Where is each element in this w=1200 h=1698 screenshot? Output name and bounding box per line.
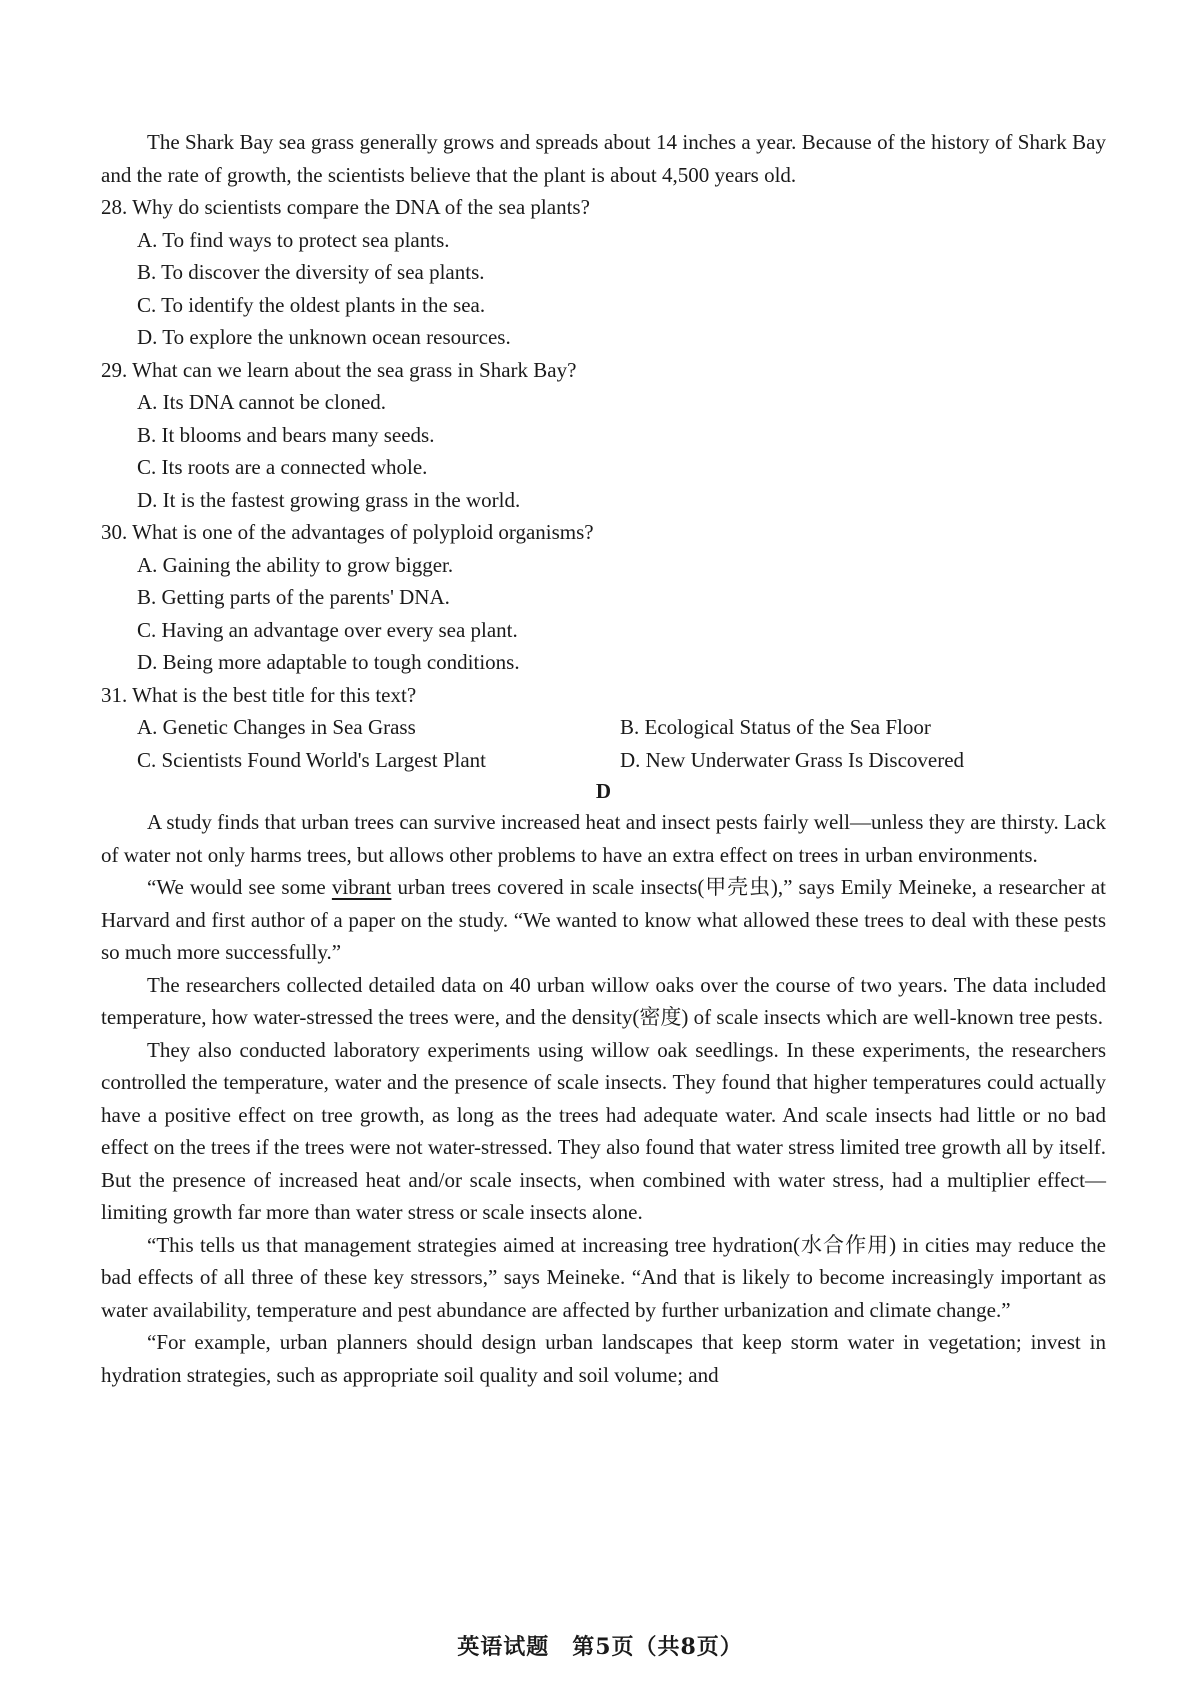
option-c: C. Having an advantage over every sea plant. — [137, 617, 518, 642]
option-list — [101, 549, 1106, 679]
option-a: A. Genetic Changes in Sea Grass — [137, 715, 416, 739]
option-b: B. Ecological Status of the Sea Floor — [620, 715, 931, 739]
option-c: C. Scientists Found World's Largest Plant — [137, 747, 486, 772]
question-30 — [101, 516, 1106, 679]
question-29 — [101, 354, 1106, 517]
section-d-paragraph-1: A study finds that urban trees can survive increased heat and insect pests fairly well—unless they are thirsty. Lack of water not only harms trees, but allows other problems to have an extra effect on trees in urban environments. — [101, 810, 1106, 867]
question-stem: 28. Why do scientists compare the DNA of the sea plants? — [101, 195, 590, 219]
passage-c-final-paragraph: The Shark Bay sea grass generally grows and spreads about 14 inches a year. Because of the history of Shark Bay and the rate of growth, the scientists believe that the plant is about 4,500 years old. — [101, 130, 1106, 187]
paragraph-text: “We would see some — [147, 875, 332, 899]
option-d: D. Being more adaptable to tough conditions. — [137, 650, 520, 674]
section-d-paragraph-5: “This tells us that management strategies aimed at increasing tree hydration(水合作用) in cities may reduce the bad effects of all three of these key stressors,” says Meineke. “And that is likely to become increasingly important as water availability, temperature and pest abundance are affected by further urbanization and climate change.” — [101, 1232, 1106, 1322]
option-d: D. New Underwater Grass Is Discovered — [620, 747, 965, 772]
option-a: A. Its DNA cannot be cloned. — [137, 390, 387, 414]
question-stem: 29. What can we learn about the sea grass in Shark Bay? — [101, 357, 577, 382]
page-content — [101, 126, 1106, 1391]
section-d-paragraph-2 — [101, 871, 1106, 969]
section-d-paragraph-4: They also conducted laboratory experiments using willow oak seedlings. In these experiments, the researchers controlled the temperature, water and the presence of scale insects. They found that higher temperatures could actually have a positive effect on tree growth, as long as the trees had adequate water. And scale insects had little or no bad effect on the trees if the trees were not water-stressed. They also found that water stress limited tree growth all by itself. But the presence of increased heat and/or scale insects, when combined with water stress, had a multiplier effect—limiting growth far more than water stress or scale insects alone. — [101, 1037, 1106, 1224]
option-a: A. To find ways to protect sea plants. — [137, 227, 450, 252]
question-28 — [101, 191, 1106, 354]
question-stem: 30. What is one of the advantages of polyploid organisms? — [101, 520, 594, 544]
option-c: C. To identify the oldest plants in the sea. — [137, 292, 486, 317]
underlined-word: vibrant — [331, 875, 392, 899]
option-list — [101, 224, 1106, 354]
option-b: B. Getting parts of the parents' DNA. — [137, 585, 450, 609]
option-d: D. It is the fastest growing grass in the world. — [137, 487, 521, 512]
question-31 — [101, 679, 1106, 777]
section-d-paragraph-3: The researchers collected detailed data on 40 urban willow oaks over the course of two years. The data included temperature, how water-stressed the trees were, and the density(密度) of scale insects which are well-known tree pests. — [101, 972, 1106, 1029]
option-grid — [101, 711, 1106, 776]
option-b: B. It blooms and bears many seeds. — [137, 422, 435, 447]
option-list — [101, 386, 1106, 516]
section-d-paragraph-6: “For example, urban planners should design urban landscapes that keep storm water in vegetation; invest in hydration strategies, such as appropriate soil quality and soil volume; and — [101, 1330, 1106, 1387]
section-d-label: D — [595, 779, 612, 803]
option-c: C. Its roots are a connected whole. — [137, 455, 428, 479]
paragraph-text: urban trees covered in scale insects(甲壳虫),” says Emily Meineke, a researcher at Harvard and first author of a paper on the study. “We wanted to know what allowed these trees to deal with these pests so much more successfully.” — [101, 875, 1106, 964]
option-d: D. To explore the unknown ocean resources. — [137, 325, 511, 349]
option-a: A. Gaining the ability to grow bigger. — [137, 552, 454, 577]
page-footer: 英语试题 第5页（共8页） — [457, 1634, 743, 1660]
question-stem: 31. What is the best title for this text? — [101, 682, 417, 707]
option-b: B. To discover the diversity of sea plants. — [137, 260, 485, 284]
